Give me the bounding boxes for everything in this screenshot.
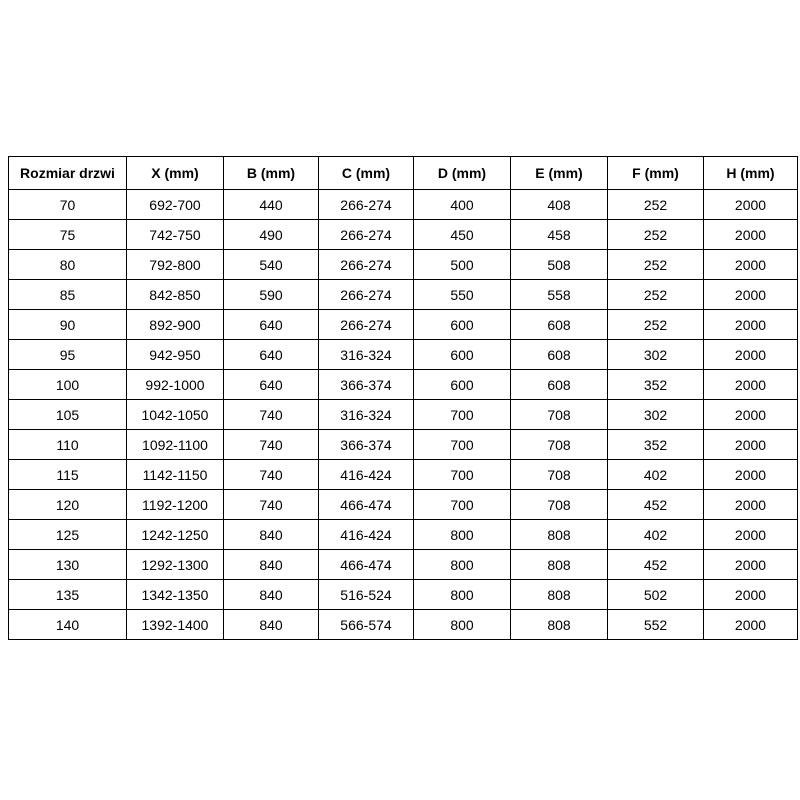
table-cell: 2000: [704, 460, 798, 490]
table-cell: 70: [9, 190, 127, 220]
table-cell: 550: [414, 280, 511, 310]
table-cell: 266-274: [319, 310, 414, 340]
table-row: [9, 190, 798, 220]
table-cell: 352: [608, 370, 704, 400]
table-cell: 608: [511, 340, 608, 370]
table-cell: 110: [9, 430, 127, 460]
table-row: [9, 340, 798, 370]
table-cell: 608: [511, 370, 608, 400]
table-cell: 2000: [704, 370, 798, 400]
table-row: [9, 580, 798, 610]
table-cell: 100: [9, 370, 127, 400]
table-cell: 808: [511, 610, 608, 640]
table-cell: 708: [511, 400, 608, 430]
table-cell: 1242-1250: [127, 520, 224, 550]
table-row: [9, 430, 798, 460]
table-cell: 450: [414, 220, 511, 250]
table-cell: 590: [224, 280, 319, 310]
table-cell: 2000: [704, 310, 798, 340]
table-row: [9, 520, 798, 550]
table-cell: 252: [608, 190, 704, 220]
table-cell: 2000: [704, 610, 798, 640]
table-cell: 700: [414, 400, 511, 430]
table-cell: 2000: [704, 340, 798, 370]
table-cell: 135: [9, 580, 127, 610]
table-cell: 640: [224, 340, 319, 370]
table-cell: 252: [608, 280, 704, 310]
table-cell: 700: [414, 490, 511, 520]
table-cell: 540: [224, 250, 319, 280]
table-cell: 708: [511, 490, 608, 520]
column-header: B (mm): [224, 157, 319, 190]
table-row: [9, 550, 798, 580]
table-cell: 2000: [704, 190, 798, 220]
table-cell: 2000: [704, 400, 798, 430]
table-cell: 1292-1300: [127, 550, 224, 580]
table-row: [9, 460, 798, 490]
table-cell: 402: [608, 520, 704, 550]
table-cell: 840: [224, 550, 319, 580]
column-header: C (mm): [319, 157, 414, 190]
table-cell: 740: [224, 400, 319, 430]
table-cell: 2000: [704, 250, 798, 280]
table-cell: 95: [9, 340, 127, 370]
table-cell: 1392-1400: [127, 610, 224, 640]
table-cell: 266-274: [319, 250, 414, 280]
table-cell: 105: [9, 400, 127, 430]
table-cell: 840: [224, 580, 319, 610]
table-cell: 252: [608, 250, 704, 280]
table-cell: 516-524: [319, 580, 414, 610]
table-cell: 302: [608, 340, 704, 370]
table-cell: 490: [224, 220, 319, 250]
table-cell: 1092-1100: [127, 430, 224, 460]
table-cell: 502: [608, 580, 704, 610]
table-cell: 808: [511, 580, 608, 610]
table-cell: 708: [511, 460, 608, 490]
table-cell: 90: [9, 310, 127, 340]
table-row: [9, 370, 798, 400]
table-cell: 130: [9, 550, 127, 580]
table-cell: 2000: [704, 580, 798, 610]
table-cell: 400: [414, 190, 511, 220]
table-cell: 742-750: [127, 220, 224, 250]
table-cell: 700: [414, 430, 511, 460]
table-cell: 316-324: [319, 340, 414, 370]
table-cell: 600: [414, 370, 511, 400]
table-cell: 452: [608, 550, 704, 580]
table-cell: 120: [9, 490, 127, 520]
table-cell: 800: [414, 520, 511, 550]
table-cell: 416-424: [319, 460, 414, 490]
table-cell: 2000: [704, 490, 798, 520]
table-cell: 252: [608, 220, 704, 250]
table-cell: 740: [224, 460, 319, 490]
table-cell: 1342-1350: [127, 580, 224, 610]
table-cell: 2000: [704, 280, 798, 310]
table-cell: 452: [608, 490, 704, 520]
table-cell: 800: [414, 610, 511, 640]
column-header: Rozmiar drzwi: [9, 157, 127, 190]
table-cell: 842-850: [127, 280, 224, 310]
table-cell: 740: [224, 430, 319, 460]
table-cell: 266-274: [319, 190, 414, 220]
table-cell: 2000: [704, 550, 798, 580]
table-cell: 600: [414, 340, 511, 370]
door-size-table: [8, 156, 798, 640]
table-cell: 466-474: [319, 490, 414, 520]
table-cell: 552: [608, 610, 704, 640]
table-cell: 316-324: [319, 400, 414, 430]
table-cell: 558: [511, 280, 608, 310]
table-cell: 266-274: [319, 280, 414, 310]
table-cell: 1192-1200: [127, 490, 224, 520]
table-cell: 640: [224, 310, 319, 340]
table-row: [9, 400, 798, 430]
table-cell: 808: [511, 550, 608, 580]
table-cell: 440: [224, 190, 319, 220]
table-cell: 600: [414, 310, 511, 340]
table-cell: 366-374: [319, 370, 414, 400]
table-cell: 740: [224, 490, 319, 520]
table-cell: 808: [511, 520, 608, 550]
column-header: X (mm): [127, 157, 224, 190]
column-header: D (mm): [414, 157, 511, 190]
table-cell: 500: [414, 250, 511, 280]
table-cell: 458: [511, 220, 608, 250]
table-row: [9, 220, 798, 250]
table-cell: 266-274: [319, 220, 414, 250]
table-cell: 75: [9, 220, 127, 250]
table-row: [9, 310, 798, 340]
table-header-row: [9, 157, 798, 190]
table-cell: 402: [608, 460, 704, 490]
column-header: F (mm): [608, 157, 704, 190]
table-cell: 608: [511, 310, 608, 340]
table-cell: 566-574: [319, 610, 414, 640]
table-cell: 408: [511, 190, 608, 220]
table-cell: 366-374: [319, 430, 414, 460]
table-cell: 840: [224, 610, 319, 640]
table-cell: 140: [9, 610, 127, 640]
column-header: E (mm): [511, 157, 608, 190]
table-cell: 640: [224, 370, 319, 400]
table-cell: 466-474: [319, 550, 414, 580]
table-cell: 942-950: [127, 340, 224, 370]
table-cell: 115: [9, 460, 127, 490]
table-row: [9, 280, 798, 310]
table-cell: 800: [414, 580, 511, 610]
table-cell: 840: [224, 520, 319, 550]
table-cell: 708: [511, 430, 608, 460]
table-cell: 252: [608, 310, 704, 340]
table-cell: 302: [608, 400, 704, 430]
table-row: [9, 490, 798, 520]
table-cell: 1142-1150: [127, 460, 224, 490]
column-header: H (mm): [704, 157, 798, 190]
table-cell: 416-424: [319, 520, 414, 550]
table-cell: 352: [608, 430, 704, 460]
table-cell: 125: [9, 520, 127, 550]
table-cell: 792-800: [127, 250, 224, 280]
table-cell: 2000: [704, 220, 798, 250]
table-cell: 992-1000: [127, 370, 224, 400]
table-cell: 692-700: [127, 190, 224, 220]
table-cell: 800: [414, 550, 511, 580]
table-cell: 80: [9, 250, 127, 280]
table-cell: 508: [511, 250, 608, 280]
table-cell: 85: [9, 280, 127, 310]
table-cell: 2000: [704, 430, 798, 460]
table-cell: 892-900: [127, 310, 224, 340]
table-cell: 1042-1050: [127, 400, 224, 430]
table-cell: 700: [414, 460, 511, 490]
table-row: [9, 250, 798, 280]
table-row: [9, 610, 798, 640]
table-cell: 2000: [704, 520, 798, 550]
